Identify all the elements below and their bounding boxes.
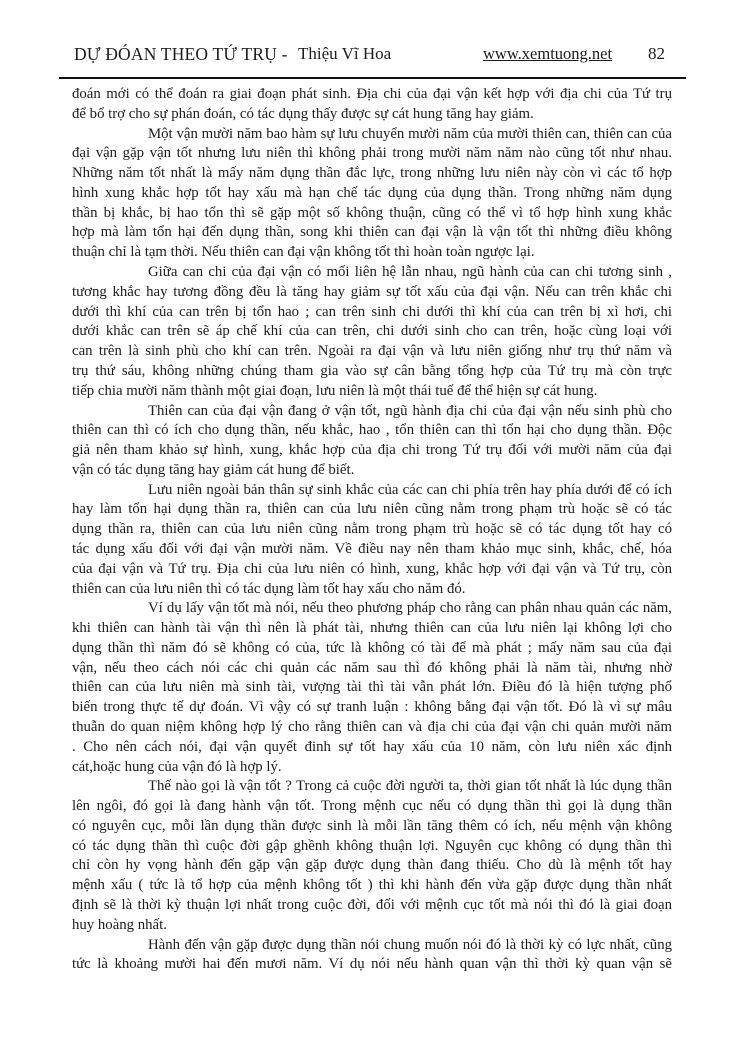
book-title: DỰ ĐÓAN THEO TỨ TRỤ -: [74, 44, 288, 64]
text-line: mệnh xấu ( tức là tổ hợp của mệnh không tốt ) thì khi hành đến vừa gặp được dụng thần nhất: [72, 877, 672, 894]
text-line: vận có tác dụng tăng hay giảm cát hung để biết.: [72, 461, 355, 478]
text-line: vận, nếu theo cách nói các chi quản các năm sau thì đó không phải là năm tài, nhưng nhờ: [72, 659, 672, 676]
text-line: cát,hoặc hung của vận đó là hợp lý.: [72, 758, 282, 775]
text-line: dưới thì khí của can trên bị tổn hao ; can trên sinh chi dưới thì khí của can trên bị xì hơi, chi: [72, 303, 672, 320]
text-line: có tác dụng thần thì cuộc đời gập ghềnh không thuận lợi. Nguyên cục không có dụng thần thì: [72, 837, 672, 854]
text-line: can trên là sinh phù cho khí can trên. Ngoài ra đại vận và lưu niên giống như trụ thứ năm và: [72, 343, 672, 360]
text-line: Giữa can chi của đại vận có mối liên hệ lẫn nhau, ngũ hành của can chi tương sinh ,: [148, 264, 672, 281]
text-line: lên ngôi, đó gọi là đang hành vận tốt. Trong mệnh cục nếu có dụng thần thì gọi là dụng thần: [72, 798, 672, 815]
text-line: giả nên tham khảo sự hình, xung, khắc hợp của địa chi trong Tứ trụ đối với mười năm của đại: [72, 442, 672, 459]
page-number: 82: [648, 44, 665, 63]
website-link[interactable]: www.xemtuong.net: [483, 44, 613, 63]
paragraph: [72, 263, 672, 401]
text-line: Những năm tốt nhất là mấy năm dụng thần đắc lực, trong những lưu niên này còn vì các tổ hợp: [72, 165, 672, 182]
text-line: đại vận gặp vận tốt nhưng lưu niên thì không phải trong mười năm năm nào cũng tốt như nhau.: [72, 145, 672, 162]
text-line: có nguyên cục, mỗi lần dụng thần được sinh là mỗi lần tăng thêm có ích, nếu mệnh vận không: [72, 817, 672, 834]
text-line: định sẽ là thời kỳ thuận lợi nhất trong cuộc đời, đối với mệnh cục tốt mà nói thì đó là giai đoạn: [72, 897, 672, 914]
paragraph: [72, 85, 672, 125]
text-line: Lưu niên ngoài bản thân sự sinh khắc của các can chi phía trên hay phía dưới để có ích: [148, 481, 672, 498]
text-line: Thế nào gọi là vận tốt ? Trong cả cuộc đời người ta, thời gian tốt nhất là lúc dụng thần: [148, 778, 672, 795]
text-line: thuận chỉ là tạm thời. Nếu thiên can đại vận không tốt thì hoàn toàn ngược lại.: [72, 244, 535, 261]
text-line: Ví dụ lấy vận tốt mà nói, nếu theo phương pháp cho rằng can phân nhau quản các năm,: [148, 600, 672, 617]
text-line: Thiên can của đại vận đang ở vận tốt, ngũ hành địa chi của đại vận nếu sinh phù cho: [148, 402, 672, 419]
text-line: thần bị khắc, bị hao tổn thì sẽ gặp một số không thuận, cũng có thể vì tổ hợp hình xung khắc: [72, 204, 672, 221]
paragraph: [72, 481, 672, 600]
paragraph: [72, 402, 672, 481]
text-line: thiên can của lưu niên mà sinh tài, vượng tài thì tài vẫn phát lớn. Điều đó là hiện tượng phổ: [72, 679, 672, 696]
text-line: tiếp chia mười năm thành một giai đoạn, lưu niên là một thái tuế để thể hiện sự cát hung.: [72, 382, 598, 399]
text-line: hợp mà làm tổn hại đến dụng thần, song khi thiên can đại vận là vận tốt thì những điều không: [72, 224, 672, 241]
text-line: . Cho nên cách nói, đại vận quyết đinh sự tốt hay xấu của 10 năm, còn lưu niên xác định: [72, 738, 672, 755]
body-text: [72, 85, 672, 975]
paragraph: [72, 125, 672, 263]
paragraph: [72, 599, 672, 777]
text-line: của đại vận và Tứ trụ. Địa chi của lưu niên có hình, xung, khắc hợp với đại vận và Tứ trụ, còn: [72, 560, 672, 577]
text-line: thiên can thì có ích cho dụng thần, nếu khắc, hao , tổn thiên can thì tổn hại cho dụng thần. Độc: [72, 422, 672, 439]
text-line: biến trong thực tế dự đoán. Vì vậy có sự tranh luận : không bằng đại vận tốt. Đó là vì sự mâu: [72, 699, 672, 716]
text-line: thuẫn do quan niệm không hợp lý cho rằng thiên can và địa chi của đại vận chi quản mười năm: [72, 719, 672, 735]
text-line: tương khắc hay tương đồng đều là tăng hay giảm sự tốt xấu của đại vận. Nếu can trên khắc chi: [72, 283, 672, 300]
text-line: huy hoàng nhất.: [72, 916, 167, 933]
text-line: dụng thần thì năm đó sẽ không có của, tức là không có tài để mà phát ; mấy năm sau của đại: [72, 639, 672, 656]
text-line: Hành đến vận gặp được dụng thần nói chung muốn nói đó là thời kỳ có lực nhất, cũng: [148, 936, 672, 953]
header-divider: [59, 77, 686, 79]
paragraph: [72, 777, 672, 935]
text-line: khi thiên can hành tài vận thì nên là phát tài, nhưng thiên can của lưu niên lại không lợi cho: [72, 620, 672, 637]
text-line: dưới khắc can trên sẽ áp chế khí của can trên, chi dưới sinh cho can trên, hoặc cùng loại với: [72, 323, 672, 340]
text-line: để bổ trợ cho sự phán đoán, có tác dụng thấy được sự cát hung tăng hay giảm.: [72, 105, 534, 122]
text-line: tức là khoảng mười hai đến mươi năm. Ví dụ nói nếu hành quan vận thì thời kỳ quan vận sẽ: [72, 956, 672, 973]
text-line: hay làm tổn hại dụng thần ra, thiên can của lưu niên cũng nằm trong phạm trù hoặc sẽ có tác: [72, 501, 672, 518]
text-line: tác dụng xấu đối với đại vận mười năm. Về điều nay nên tham khảo mục sinh, khắc, chế, hóa: [72, 540, 672, 557]
text-line: thiên can của lưu niên thì có tác dụng làm tốt hay xấu cho năm đó.: [72, 580, 466, 597]
text-line: trụ thứ sáu, không những chúng tham gia vào sự cân bằng tổng hợp của Tứ trụ mà còn trực: [72, 362, 672, 379]
text-line: Một vận mười năm bao hàm sự lưu chuyển mười năm của mười thiên can, thiên can của: [148, 125, 672, 142]
text-line: đoán mới có thể đoán ra giai đoạn phát sinh. Địa chi của đại vận kết hợp với địa chi của Tứ trụ: [72, 86, 672, 102]
paragraph: [72, 936, 672, 976]
text-line: hình xung khắc hợp tốt hay xấu mà hạn chế tác dụng của dụng thần. Trong những năm dụng: [72, 184, 672, 201]
text-line: dụng thần ra, thiên can của lưu niên cũng nằm trong phạm trù hoặc sẽ có tác dụng tốt hay có: [72, 521, 672, 538]
text-line: chỉ còn hy vọng hành đến gặp vận gặp được dụng thàn đang thiếu. Cho dù là mệnh tốt hay: [72, 857, 672, 874]
author-name: Thiệu Vĩ Hoa: [298, 44, 392, 63]
